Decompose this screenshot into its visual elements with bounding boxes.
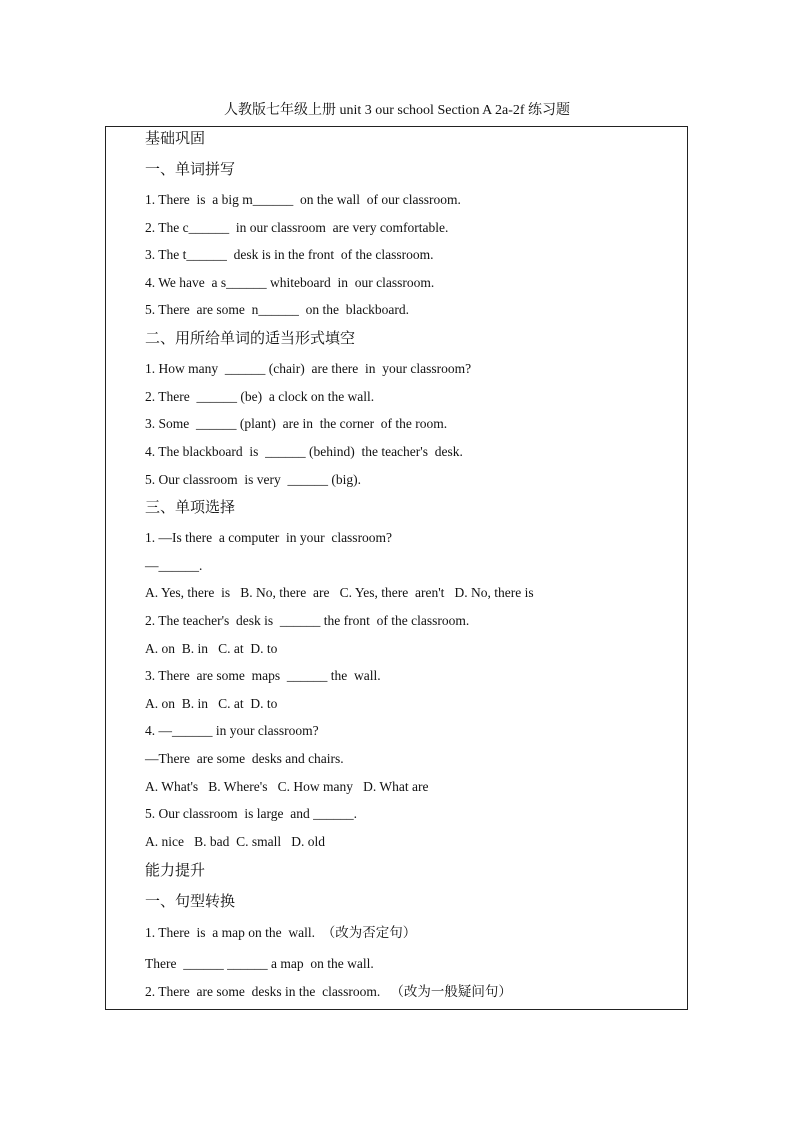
transform-heading: 一、句型转换 [145,892,236,910]
choice-line: A. nice B. bad C. small D. old [145,834,325,849]
choice-line: A. What's B. Where's C. How many D. What are [145,779,429,794]
spelling-item-1: 1. There is a big m______ on the wall of our classroom. [145,192,461,207]
forms-item-3: 3. Some ______ (plant) are in the corner of the room. [145,416,448,431]
choice-line: —There are some desks and chairs. [145,751,344,766]
forms-item-1: 1. How many ______ (chair) are there in your classroom? [145,361,472,376]
choice-line: A. on B. in C. at D. to [145,696,278,711]
spelling-item-3: 3. The t______ desk is in the front of the classroom. [145,247,434,262]
choice-line: —______. [145,558,203,573]
spelling-item-5: 5. There are some n______ on the blackboard. [145,302,410,317]
choice-line: 3. There are some maps ______ the wall. [145,668,381,683]
spelling-item-4: 4. We have a s______ whiteboard in our classroom. [145,275,435,290]
section-basic-heading: 基础巩固 [145,129,206,147]
choice-line: 2. The teacher's desk is ______ the front of the classroom. [145,613,470,628]
choice-line: 4. —______ in your classroom? [145,723,319,738]
choice-line: 5. Our classroom is large and ______. [145,806,357,821]
choice-line: 1. —Is there a computer in your classroom? [145,530,393,545]
spelling-heading: 一、单词拼写 [145,160,236,178]
forms-item-2: 2. There ______ (be) a clock on the wall. [145,389,375,404]
transform-line: There ______ ______ a map on the wall. [145,956,374,971]
choice-line: A. Yes, there is B. No, there are C. Yes, there aren't D. No, there is [145,585,534,600]
choice-heading: 三、单项选择 [145,498,236,516]
forms-heading: 二、用所给单词的适当形式填空 [145,329,356,347]
spelling-item-2: 2. The c______ in our classroom are very comfortable. [145,220,449,235]
choice-line: A. on B. in C. at D. to [145,641,278,656]
transform-line: 1. There is a map on the wall. （改为否定句） [145,925,417,940]
document-title: 人教版七年级上册 unit 3 our school Section A 2a-2f 练习题 [223,103,571,118]
transform-line: 2. There are some desks in the classroom. （改为一般疑问句） [145,984,512,999]
section-advanced-heading: 能力提升 [145,861,206,879]
forms-item-5: 5. Our classroom is very ______ (big). [145,472,361,487]
forms-item-4: 4. The blackboard is ______ (behind) the teacher's desk. [145,444,463,459]
